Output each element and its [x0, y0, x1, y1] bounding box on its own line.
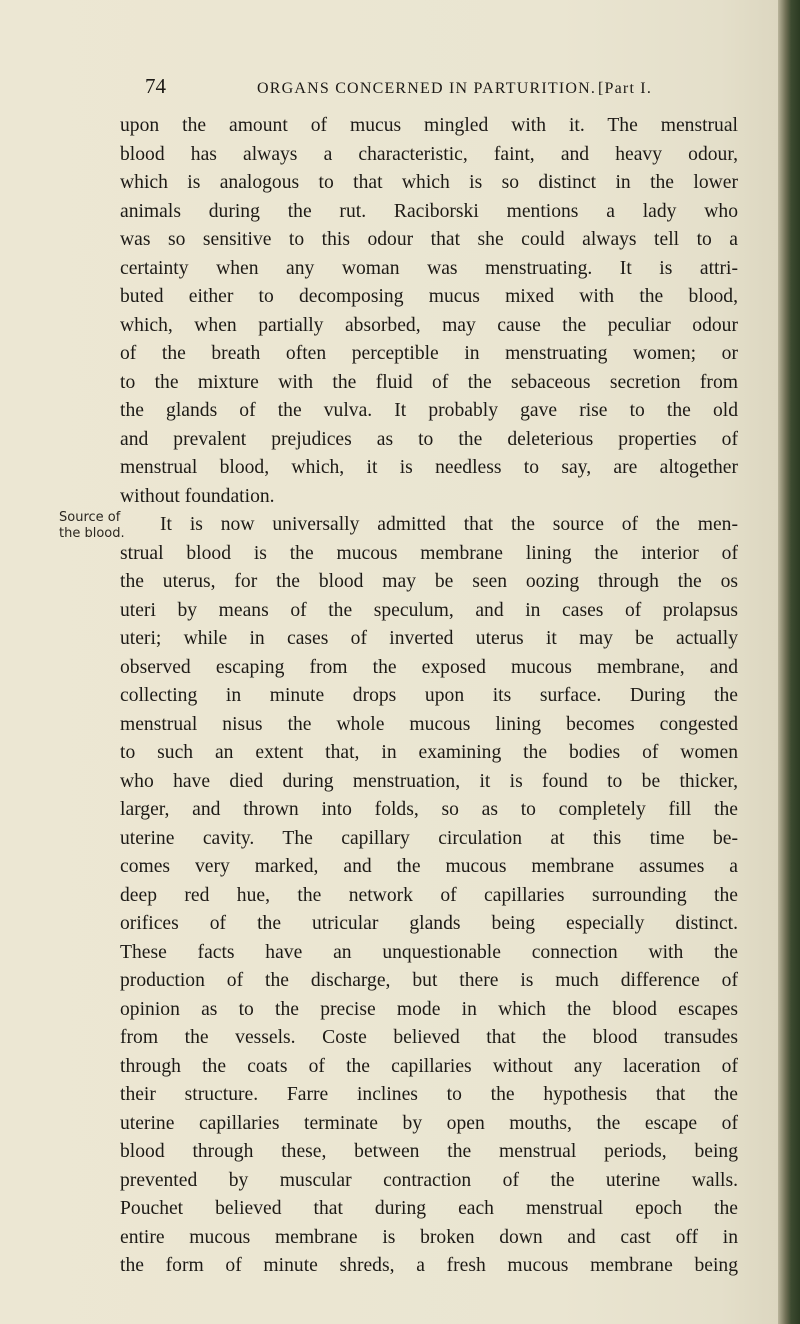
text-line: which, when partially absorbed, may cause the peculiar odour: [120, 314, 738, 336]
margin-note-line: the blood.: [59, 526, 125, 541]
text-line: These facts have an unquestionable connection with the: [120, 941, 738, 963]
text-line: and prevalent prejudices as to the deleterious properties of: [120, 428, 738, 450]
text-line: production of the discharge, but there is much difference of: [120, 970, 738, 991]
text-line: deep red hue, the network of capillaries surrounding the: [120, 884, 738, 906]
margin-note-line: Source of: [59, 510, 121, 525]
text-line: entire mucous membrane is broken down and cast off in: [120, 1226, 738, 1248]
binding-edge: [778, 0, 800, 1324]
text-line: of the breath often perceptible in menstruating women; or: [120, 343, 738, 364]
text-line: Pouchet believed that during each menstrual epoch the: [120, 1198, 738, 1219]
text-line: opinion as to the precise mode in which the blood escapes: [120, 998, 738, 1020]
text-line: blood through these, between the menstrual periods, being: [120, 1141, 738, 1162]
text-line: through the coats of the capillaries without any laceration of: [120, 1055, 738, 1077]
text-line: certainty when any woman was menstruating. It is attri-: [120, 257, 738, 279]
text-line: which is analogous to that which is so distinct in the lower: [120, 172, 738, 193]
text-line: larger, and thrown into folds, so as to completely fill the: [120, 799, 738, 820]
part-label: [Part I.: [598, 80, 653, 97]
text-line: It is now universally admitted that the source of the men-: [160, 514, 738, 535]
text-line: to such an extent that, in examining the bodies of women: [120, 742, 738, 763]
text-line: buted either to decomposing mucus mixed with the blood,: [120, 286, 738, 307]
text-line: prevented by muscular contraction of the uterine walls.: [120, 1169, 738, 1191]
text-line: animals during the rut. Raciborski mentions a lady who: [120, 200, 738, 222]
text-line: was so sensitive to this odour that she could always tell to a: [120, 229, 738, 250]
text-line: the form of minute shreds, a fresh mucous membrane being: [120, 1255, 738, 1276]
text-line: collecting in minute drops upon its surface. During the: [120, 685, 738, 706]
text-line: blood has always a characteristic, faint, and heavy odour,: [120, 143, 738, 165]
text-line: the glands of the vulva. It probably gave rise to the old: [120, 400, 738, 421]
running-title: ORGANS CONCERNED IN PARTURITION.: [257, 80, 597, 97]
text-line: from the vessels. Coste believed that the blood transudes: [120, 1027, 738, 1048]
text-line: their structure. Farre inclines to the hypothesis that the: [120, 1084, 738, 1105]
text-line: uterine cavity. The capillary circulation at this time be-: [120, 827, 738, 849]
text-line: menstrual nisus the whole mucous lining becomes congested: [120, 713, 738, 735]
text-line: comes very marked, and the mucous membrane assumes a: [120, 856, 738, 877]
text-line: uterine capillaries terminate by open mouths, the escape of: [120, 1112, 738, 1134]
text-line: orifices of the utricular glands being especially distinct.: [120, 913, 738, 934]
text-line: strual blood is the mucous membrane lining the interior of: [120, 542, 738, 564]
text-line: menstrual blood, which, it is needless to say, are altogether: [120, 457, 738, 478]
paragraph-2: [120, 511, 738, 1281]
text-line: who have died during menstruation, it is found to be thicker,: [120, 770, 738, 792]
text-line: without foundation.: [120, 485, 275, 507]
text-line: observed escaping from the exposed mucous membrane, and: [120, 656, 738, 678]
text-line: to the mixture with the fluid of the sebaceous secretion from: [120, 371, 738, 393]
text-line: the uterus, for the blood may be seen oozing through the os: [120, 571, 738, 592]
text-line: uteri by means of the speculum, and in cases of prolapsus: [120, 599, 738, 621]
text-line: uteri; while in cases of inverted uterus it may be actually: [120, 628, 738, 649]
paragraph-1: [120, 112, 738, 511]
body-text: [120, 112, 738, 1281]
margin-note: [59, 510, 125, 542]
text-line: upon the amount of mucus mingled with it. The menstrual: [120, 115, 738, 136]
page-header: [145, 74, 745, 110]
page-number: 74: [145, 74, 166, 98]
